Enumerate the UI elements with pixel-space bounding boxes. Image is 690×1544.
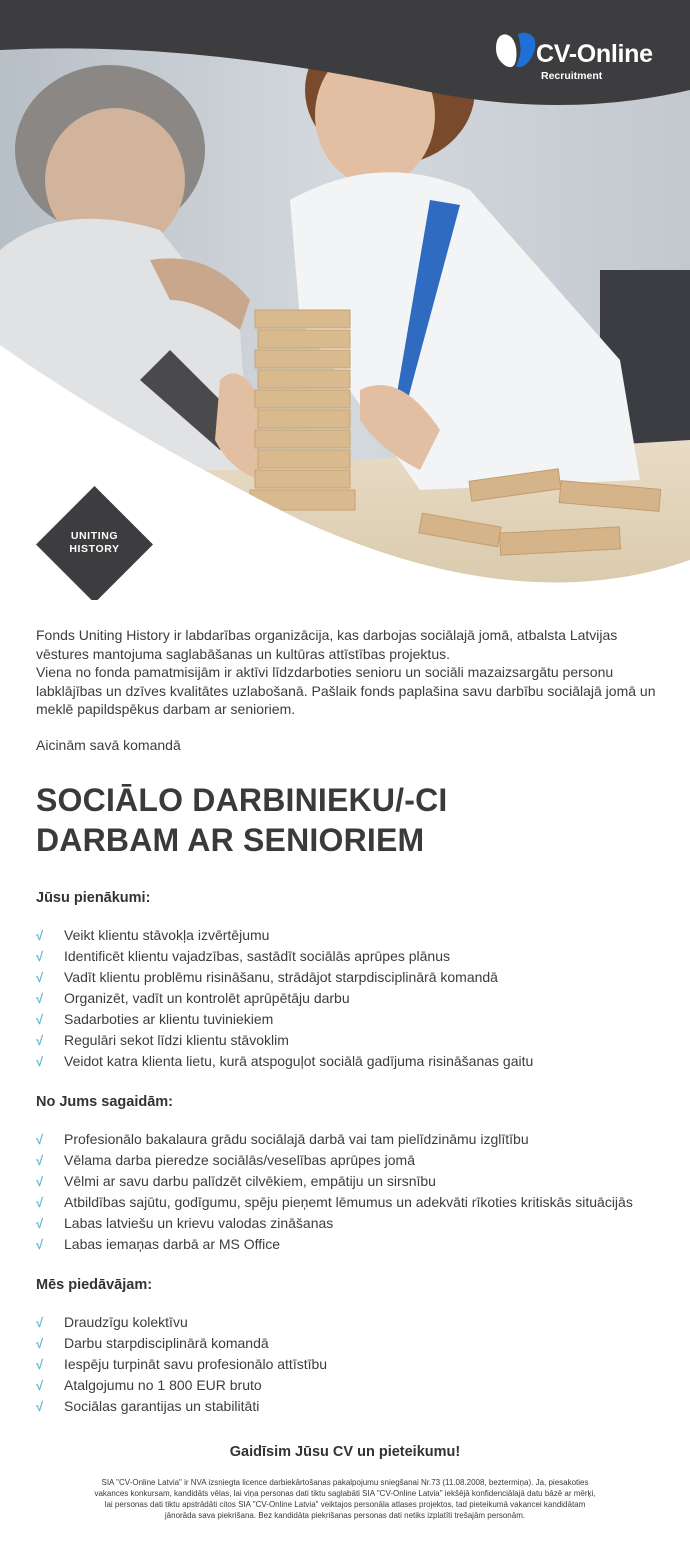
- list-item-label: Veidot katra klienta lietu, kurā atspoguļot sociālā gadījuma risināšanas gaitu: [64, 1052, 534, 1069]
- job-title-line-1: SOCIĀLO DARBINIEKU/-CI: [36, 781, 448, 818]
- list-item: [36, 1009, 656, 1030]
- badge-text: [36, 530, 153, 556]
- list-item: [36, 1396, 656, 1417]
- checkmark-icon: √: [36, 1173, 44, 1189]
- list-item: [36, 1354, 656, 1375]
- checkmark-icon: √: [36, 990, 44, 1006]
- list-item-label: Atbildības sajūtu, godīgumu, spēju pieņemt lēmumus un adekvāti rīkoties kritiskās situācijās: [64, 1193, 633, 1210]
- list-item: [36, 1213, 656, 1234]
- legal-notice: [50, 1477, 640, 1521]
- legal-line-4: jānorāda sava piekrišana. Bez kandidāta piekrišanas personas dati netiks izplatīti trešajām personām.: [164, 1511, 526, 1520]
- list-item-label: Vadīt klientu problēmu risināšanu, strādājot starpdisciplinārā komandā: [64, 968, 498, 985]
- requirements-list: [36, 1129, 656, 1255]
- checkmark-icon: √: [36, 927, 44, 943]
- list-item-label: Draudzīgu kolektīvu: [64, 1313, 188, 1330]
- intro-paragraph-2: Viena no fonda pamatmisijām ir aktīvi līdzdarboties senioru un sociāli mazaizsargātu personu labklājības un dzīves kvalitātes uzlabošanā. Pašlaik fonds paplašina savu darbību sociālajā jomā un meklē papildspēkus darbam ar senioriem.: [36, 664, 656, 717]
- checkmark-icon: √: [36, 1398, 44, 1414]
- checkmark-icon: √: [36, 1194, 44, 1210]
- job-ad-content: [36, 626, 656, 1417]
- invite-text: Aicinām savā komandā: [36, 736, 181, 753]
- cv-online-logo-icon: [496, 30, 536, 72]
- list-item: [36, 925, 656, 946]
- list-item: [36, 1192, 656, 1213]
- list-item-label: Iespēju turpināt savu profesionālo attīstību: [64, 1355, 328, 1372]
- checkmark-icon: √: [36, 1215, 44, 1231]
- list-item: [36, 988, 656, 1009]
- list-item-label: Atalgojumu no 1 800 EUR bruto: [64, 1376, 262, 1393]
- checkmark-icon: √: [36, 1236, 44, 1252]
- list-item-label: Vēlmi ar savu darbu palīdzēt cilvēkiem, empātiju un sirsnību: [64, 1172, 436, 1189]
- list-item: [36, 1234, 656, 1255]
- job-title: [36, 780, 656, 860]
- uniting-history-badge: [36, 486, 153, 600]
- checkmark-icon: √: [36, 1131, 44, 1147]
- duties-list: [36, 925, 656, 1072]
- list-item: [36, 1150, 656, 1171]
- list-item-label: Vēlama darba pieredze sociālās/veselības aprūpes jomā: [64, 1151, 415, 1168]
- checkmark-icon: √: [36, 1335, 44, 1351]
- list-item: [36, 1375, 656, 1396]
- list-item: [36, 967, 656, 988]
- list-item-label: Sociālas garantijas un stabilitāti: [64, 1397, 260, 1414]
- checkmark-icon: √: [36, 1032, 44, 1048]
- list-item-label: Labas iemaņas darbā ar MS Office: [64, 1235, 281, 1252]
- legal-line-1: SIA "CV-Online Latvia" ir NVA izsniegta licence darbiekārtošanas pakalpojumu sniegšanai Nr.73 (11.08.2008, beztermiņa). Ja, piesakoties: [101, 1478, 589, 1487]
- legal-line-3: lai personas dati tiktu apstrādāti citos SIA "CV-Online Latvia" veiktajos personāla atlases projektos, tad pieteikumā vakancei kandidātam: [104, 1500, 586, 1509]
- badge-line-1: UNITING: [70, 530, 119, 542]
- list-item-label: Sadarboties ar klientu tuviniekiem: [64, 1010, 274, 1027]
- offer-list: [36, 1312, 656, 1417]
- hero-banner: [0, 0, 690, 600]
- list-item: [36, 1171, 656, 1192]
- checkmark-icon: √: [36, 1314, 44, 1330]
- intro-text: [36, 626, 656, 719]
- checkmark-icon: √: [36, 1053, 44, 1069]
- brand-subtitle: Recruitment: [541, 70, 603, 82]
- list-item-label: Identificēt klientu vajadzības, sastādīt sociālās aprūpes plānus: [64, 947, 451, 964]
- checkmark-icon: √: [36, 1356, 44, 1372]
- intro-paragraph-1: Fonds Uniting History ir labdarības organizācija, kas darbojas sociālajā jomā, atbalsta Latvijas vēstures mantojuma saglabāšanas un kultūras attīstības projektus.: [36, 627, 618, 662]
- checkmark-icon: √: [36, 1011, 44, 1027]
- list-item-label: Labas latviešu un krievu valodas zināšanas: [64, 1214, 334, 1231]
- checkmark-icon: √: [36, 1377, 44, 1393]
- offer-heading: Mēs piedāvājam:: [36, 1276, 153, 1293]
- list-item: [36, 1129, 656, 1150]
- job-title-line-2: DARBAM AR SENIORIEM: [36, 821, 425, 858]
- badge-line-2: HISTORY: [69, 543, 120, 555]
- cv-online-logo[interactable]: [496, 30, 676, 84]
- brand-name: CV-Online: [536, 40, 653, 68]
- duties-heading: Jūsu pienākumi:: [36, 889, 151, 906]
- list-item: [36, 946, 656, 967]
- list-item-label: Darbu starpdisciplinārā komandā: [64, 1334, 269, 1351]
- checkmark-icon: √: [36, 969, 44, 985]
- checkmark-icon: √: [36, 1152, 44, 1168]
- cta-text: Gaidīsim Jūsu CV un pieteikumu!: [229, 1444, 461, 1460]
- list-item: [36, 1312, 656, 1333]
- list-item-label: Veikt klientu stāvokļa izvērtējumu: [64, 926, 270, 943]
- list-item: [36, 1333, 656, 1354]
- list-item: [36, 1051, 656, 1072]
- requirements-heading: No Jums sagaidām:: [36, 1093, 173, 1110]
- checkmark-icon: √: [36, 948, 44, 964]
- list-item-label: Profesionālo bakalaura grādu sociālajā darbā vai tam pielīdzināmu izglītību: [64, 1130, 529, 1147]
- list-item-label: Regulāri sekot līdzi klientu stāvoklim: [64, 1031, 289, 1048]
- legal-line-2: vakances konkursam, kandidāts vēlas, lai viņa personas dati tiktu saglabāti SIA "CV-Online Latvia" iekšējā konfidenciālajā datu bāzē ar mērķi,: [94, 1489, 596, 1498]
- list-item-label: Organizēt, vadīt un kontrolēt aprūpētāju darbu: [64, 989, 350, 1006]
- list-item: [36, 1030, 656, 1051]
